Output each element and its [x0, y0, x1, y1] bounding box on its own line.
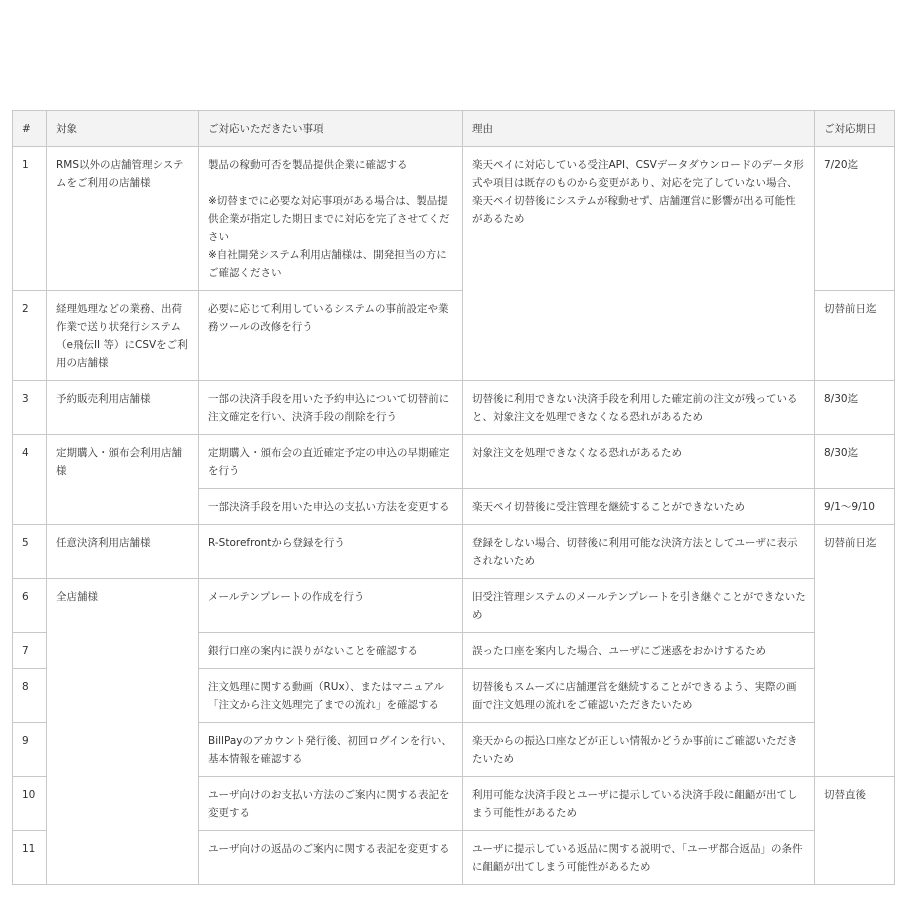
header-target: 対象: [47, 111, 199, 147]
row-action: メールテンプレートの作成を行う: [199, 579, 463, 633]
row-reason: 誤った口座を案内した場合、ユーザにご迷惑をおかけするため: [463, 633, 815, 669]
row-target: 定期購入・頒布会利用店舗様: [47, 435, 199, 525]
table-row: [13, 525, 895, 579]
row-number: 8: [13, 669, 47, 723]
row-number: 6: [13, 579, 47, 633]
row-target: 予約販売利用店舗様: [47, 381, 199, 435]
row-target: 任意決済利用店舗様: [47, 525, 199, 579]
header-num: #: [13, 111, 47, 147]
row-reason: 利用可能な決済手段とユーザに提示している決済手段に齟齬が出てしまう可能性があるため: [463, 777, 815, 831]
row-target: 経理処理などの業務、出荷作業で送り状発行システム（e飛伝II 等）にCSVをご利用の店舗様: [47, 291, 199, 381]
row-reason: 楽天からの振込口座などが正しい情報かどうか事前にご確認いただきたいため: [463, 723, 815, 777]
row-action: 必要に応じて利用しているシステムの事前設定や業務ツールの改修を行う: [199, 291, 463, 381]
row-reason: 対象注文を処理できなくなる恐れがあるため: [463, 435, 815, 489]
row-action: [199, 147, 463, 291]
row-action: 銀行口座の案内に誤りがないことを確認する: [199, 633, 463, 669]
table-row: [13, 147, 895, 291]
table-row: [13, 579, 895, 633]
row-number: 1: [13, 147, 47, 291]
row-deadline: 切替直後: [815, 777, 895, 885]
row-deadline: 7/20迄: [815, 147, 895, 291]
row-reason: 旧受注管理システムのメールテンプレートを引き継ぐことができないため: [463, 579, 815, 633]
row-reason: 切替後に利用できない決済手段を利用した確定前の注文が残っていると、対象注文を処理できなくなる恐れがあるため: [463, 381, 815, 435]
row-action: 定期購入・頒布会の直近確定予定の申込の早期確定を行う: [199, 435, 463, 489]
row-number: 4: [13, 435, 47, 525]
row-reason: 切替後もスムーズに店舗運営を継続することができるよう、実際の画面で注文処理の流れをご確認いただきたいため: [463, 669, 815, 723]
row-deadline: 8/30迄: [815, 381, 895, 435]
header-action: ご対応いただきたい事項: [199, 111, 463, 147]
header-deadline: ご対応期日: [815, 111, 895, 147]
row-action: BillPayのアカウント発行後、初回ログインを行い、基本情報を確認する: [199, 723, 463, 777]
row-number: 3: [13, 381, 47, 435]
schedule-table: [12, 110, 895, 885]
row-deadline: 切替前日迄: [815, 291, 895, 381]
row-deadline: 8/30迄: [815, 435, 895, 489]
row-action: R-Storefrontから登録を行う: [199, 525, 463, 579]
row-number: 9: [13, 723, 47, 777]
header-reason: 理由: [463, 111, 815, 147]
action-text: 製品の稼動可否を製品提供企業に確認する: [208, 159, 408, 171]
row-deadline: 切替前日迄: [815, 525, 895, 777]
row-number: 7: [13, 633, 47, 669]
row-reason: 登録をしない場合、切替後に利用可能な決済方法としてユーザに表示されないため: [463, 525, 815, 579]
row-target: RMS以外の店舗管理システムをご利用の店舗様: [47, 147, 199, 291]
row-reason: 楽天ペイに対応している受注API、CSVデータダウンロードのデータ形式や項目は既存のものから変更があり、対応を完了していない場合、楽天ペイ切替後にシステムが稼動せず、店舗運営に影響が出る可能性があるため: [463, 147, 815, 381]
row-reason: 楽天ペイ切替後に受注管理を継続することができないため: [463, 489, 815, 525]
row-action: 一部決済手段を用いた申込の支払い方法を変更する: [199, 489, 463, 525]
row-reason: ユーザに提示している返品に関する説明で、「ユーザ都合返品」の条件に齟齬が出てしまう可能性があるため: [463, 831, 815, 885]
row-action: ユーザ向けの返品のご案内に関する表記を変更する: [199, 831, 463, 885]
action-note: ※自社開発システム利用店舗様は、開発担当の方にご確認ください: [208, 249, 447, 279]
row-deadline: 9/1〜9/10: [815, 489, 895, 525]
table-header-row: [13, 111, 895, 147]
row-number: 2: [13, 291, 47, 381]
row-target: 全店舗様: [47, 579, 199, 885]
row-action: 一部の決済手段を用いた予約申込について切替前に注文確定を行い、決済手段の削除を行う: [199, 381, 463, 435]
table-row: [13, 435, 895, 489]
table-row: [13, 381, 895, 435]
row-number: 10: [13, 777, 47, 831]
row-action: 注文処理に関する動画（RUx）、またはマニュアル「注文から注文処理完了までの流れ」を確認する: [199, 669, 463, 723]
action-note: ※切替までに必要な対応事項がある場合は、製品提供企業が指定した期日までに対応を完了させてください: [208, 195, 450, 243]
row-number: 11: [13, 831, 47, 885]
row-number: 5: [13, 525, 47, 579]
row-action: ユーザ向けのお支払い方法のご案内に関する表記を変更する: [199, 777, 463, 831]
